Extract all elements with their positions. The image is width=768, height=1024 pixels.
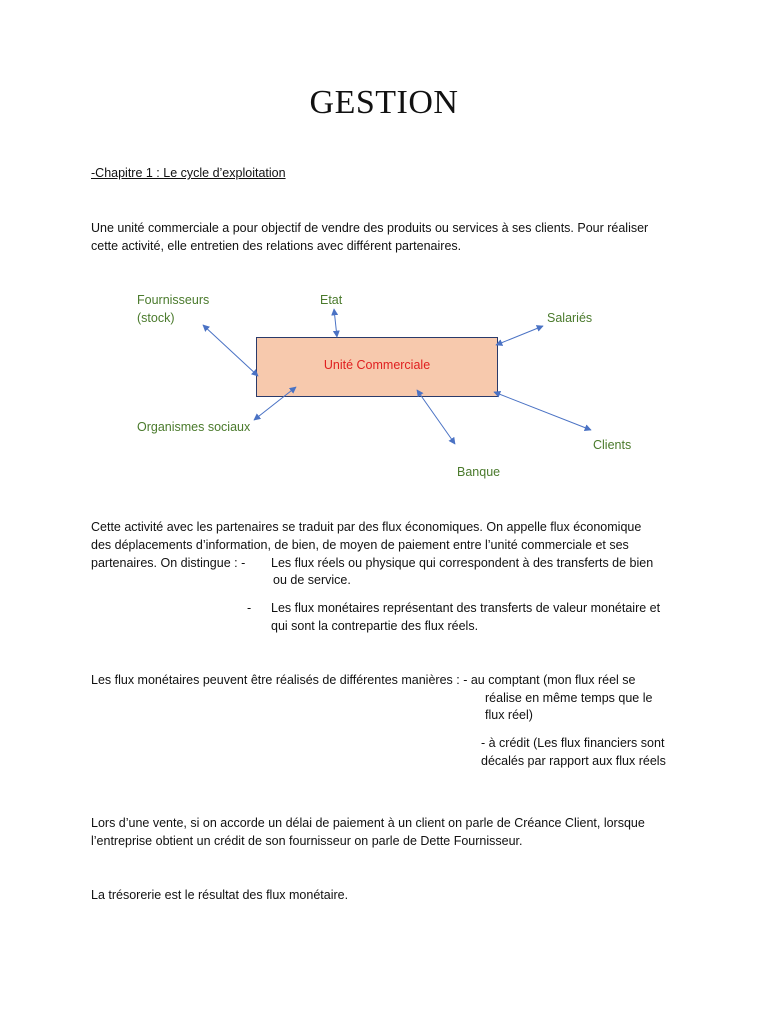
flux-line-2: des déplacements d’information, de bien, de moyen de paiement entre l’unité commerciale et ses [91, 538, 629, 552]
page-title: GESTION [309, 84, 459, 121]
flux-line-1: Cette activité avec les partenaires se traduit par des flux économiques. On appelle flux économique [91, 520, 642, 534]
monetaire-line-1: Les flux monétaires peuvent être réalisés de différentes manières : - au comptant (mon flux réel se [91, 673, 636, 687]
partner-salaries: Salariés [547, 311, 593, 325]
arrow-etat [334, 309, 337, 337]
flux-item-2-line-2: qui sont la contrepartie des flux réels. [271, 619, 479, 633]
arrow-salaries [496, 326, 543, 345]
partner-fournisseurs: Fournisseurs [137, 293, 210, 307]
intro-line-2: cette activité, elle entretien des relations avec différent partenaires. [91, 239, 462, 253]
monetaire-line-4: - à crédit (Les flux financiers sont [481, 736, 665, 750]
flux-item-2-dash: - [247, 601, 252, 615]
intro-line-1: Une unité commerciale a pour objectif de vendre des produits ou services à ses clients. Pour réaliser [91, 221, 649, 235]
flux-item-1-line-2: ou de service. [273, 573, 351, 587]
partner-organismes-sociaux: Organismes sociaux [137, 420, 251, 434]
monetaire-line-5: décalés par rapport aux flux réels [481, 754, 666, 768]
flux-line-3: partenaires. On distingue : - [91, 556, 246, 570]
partner-fournisseurs-stock: (stock) [137, 311, 175, 325]
partner-banque: Banque [457, 465, 501, 479]
tresorerie-line: La trésorerie est le résultat des flux monétaire. [91, 888, 349, 902]
partner-etat: Etat [320, 293, 343, 307]
arrow-banque [417, 390, 455, 444]
monetaire-line-3: flux réel) [485, 708, 533, 722]
flux-item-1-line-1: Les flux réels ou physique qui correspondent à des transferts de bien [271, 556, 654, 570]
arrow-clients [494, 392, 591, 430]
vente-line-1: Lors d’une vente, si on accorde un délai de paiement à un client on parle de Créance Client, lorsque [91, 816, 645, 830]
chapter-heading: -Chapitre 1 : Le cycle d’exploitation [91, 166, 286, 180]
flux-item-2-line-1: Les flux monétaires représentant des transferts de valeur monétaire et [271, 601, 661, 615]
unite-commerciale-label: Unité Commerciale [323, 358, 431, 372]
arrow-fournisseurs [203, 325, 258, 376]
vente-line-2: l’entreprise obtient un crédit de son fournisseur on parle de Dette Fournisseur. [91, 834, 523, 848]
unite-commerciale-box [256, 337, 498, 397]
monetaire-line-2: réalise en même temps que le [485, 691, 653, 705]
partner-clients: Clients [593, 438, 632, 452]
